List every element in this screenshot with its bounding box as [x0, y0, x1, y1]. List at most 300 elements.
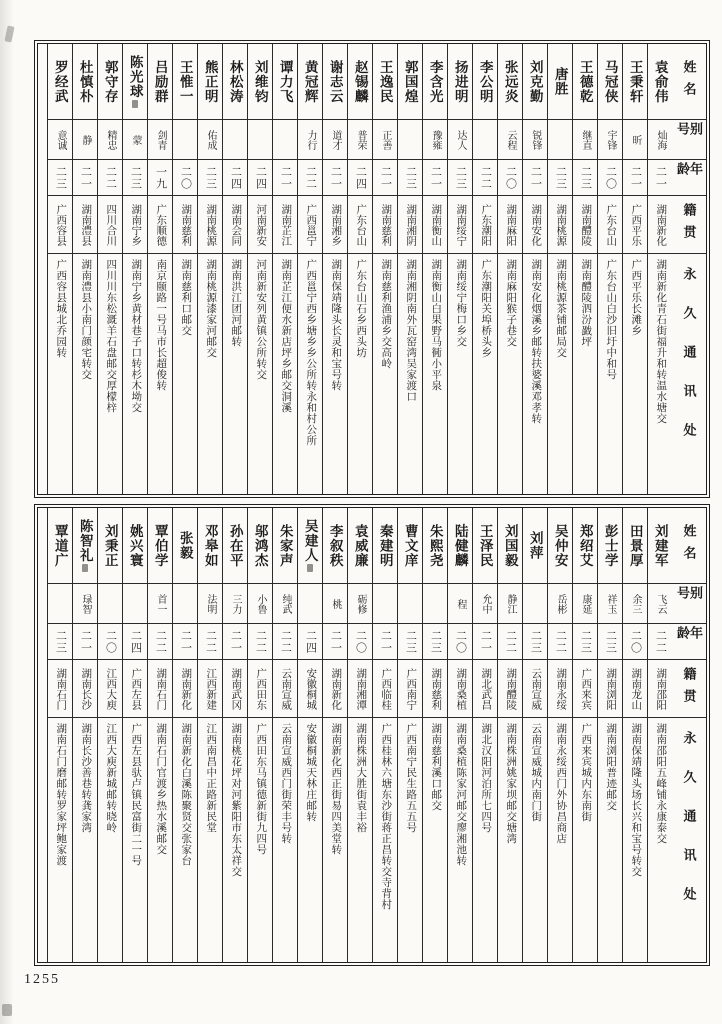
entry-name-cell: [448, 508, 472, 584]
entry-native-cell-text: 湖南湘潭: [355, 667, 367, 710]
entry-age-cell-text: 二三: [604, 629, 617, 654]
entry-alias-cell: [473, 584, 497, 624]
entry-address-cell-text: 江西南昌中正路新民堂: [205, 723, 217, 833]
entry-native-cell: [423, 660, 447, 718]
entry-name-wrap: [653, 60, 667, 104]
entry-native-cell: [498, 196, 522, 254]
entry-alias-cell: [223, 584, 247, 624]
entry-native-cell-text: 云南宣威: [280, 667, 292, 710]
entry-name-cell: [48, 44, 72, 120]
entry-native-cell: [473, 660, 497, 718]
entry-name-text: 张远炎: [502, 59, 518, 104]
entry-address-cell-text: 湖南慈利口邮交: [180, 259, 192, 336]
entry-name-text: 朱熙尧: [427, 523, 443, 568]
entry-alias-cell-text: 宇锋: [605, 129, 616, 150]
entry-native-cell-text: 湖南石门: [55, 667, 67, 710]
entry-name-wrap: [78, 519, 92, 573]
entry-age-cell-text: 二二: [279, 629, 292, 654]
entry-name-wrap: [253, 60, 267, 104]
entry-age-cell-text: 二一: [479, 629, 492, 654]
entry-age-cell-text: 一九: [154, 165, 167, 190]
entry-native-cell: [548, 196, 572, 254]
entry-address-cell: [498, 718, 522, 962]
entry-column: [422, 508, 447, 962]
entry-address-cell: [248, 718, 272, 962]
entry-alias-cell: [348, 120, 372, 160]
entry-age-cell: [473, 160, 497, 196]
header-name-text: 姓名: [681, 523, 697, 568]
entry-alias-cell: [473, 120, 497, 160]
entry-address-cell: [73, 718, 97, 962]
entry-address-cell-text: 湖南衡山白果野马衕小平泉: [430, 259, 442, 391]
entry-address-cell-text: 广西邕宁西乡塘乡乡公所转永和村公所: [305, 259, 317, 446]
entry-native-cell-text: 广西容县: [55, 203, 67, 246]
entry-name-cell: [573, 508, 597, 584]
header-name-text: 姓名: [681, 59, 697, 104]
entry-age-cell-text: 二三: [404, 165, 417, 190]
entry-alias-cell: [223, 120, 247, 160]
entry-address-cell-text: 湖南洪江团河邮转: [230, 259, 242, 347]
entry-name-text: 赵锡麟: [352, 59, 368, 104]
entry-address-cell-text: 云南宣威西门街荣丰号转: [280, 723, 292, 844]
entry-name-text: 郭国煌: [402, 59, 418, 104]
entry-name-wrap: [403, 60, 417, 104]
entry-alias-cell: [523, 120, 547, 160]
entry-address-cell: [648, 254, 672, 494]
entry-column: [47, 508, 72, 962]
entry-column: [272, 44, 297, 494]
entry-column: [472, 508, 497, 962]
entry-address-cell: [623, 254, 647, 494]
entry-age-cell: [498, 624, 522, 660]
entry-name-cell: [298, 508, 322, 584]
entry-native-cell-text: 江西新建: [205, 667, 217, 710]
entry-address-cell-text: 湖南宁乡黄材巷子口转杉木坳交: [130, 259, 142, 413]
entry-name-text: 陈光球: [127, 54, 143, 99]
entry-age-cell-text: 二二: [104, 165, 117, 190]
entry-native-cell: [623, 196, 647, 254]
entry-name-text: 吕励群: [152, 59, 168, 104]
entry-name-wrap: [203, 60, 217, 104]
entry-native-cell-text: 广西田东: [255, 667, 267, 710]
entry-name-cell: [548, 508, 572, 584]
entry-alias-cell-text: 小鲁: [255, 593, 266, 614]
entry-native-cell: [323, 196, 347, 254]
entry-alias-cell: [123, 120, 147, 160]
entry-address-cell-text: 广西来宾城内东南街: [580, 723, 592, 822]
entry-native-cell: [148, 196, 172, 254]
entry-alias-cell: [373, 584, 397, 624]
entry-name-cell: [273, 44, 297, 120]
entry-name-cell: [248, 44, 272, 120]
entry-name-wrap: [578, 60, 592, 104]
header-column: [672, 44, 706, 494]
entry-age-cell-text: 二〇: [179, 165, 192, 190]
entry-name-cell: [198, 508, 222, 584]
entry-column: [572, 44, 597, 494]
entry-name-cell: [73, 44, 97, 120]
entry-native-cell: [398, 196, 422, 254]
entry-column: [197, 508, 222, 962]
entry-name-wrap: [628, 524, 642, 568]
entry-column: [347, 44, 372, 494]
entry-name-text: 李含光: [427, 59, 443, 104]
entry-age-cell-text: 二一: [229, 629, 242, 654]
entry-name-wrap: [528, 60, 542, 104]
entry-alias-cell: [423, 584, 447, 624]
entry-name-cell: [123, 508, 147, 584]
entry-address-cell: [573, 718, 597, 962]
entry-age-cell: [223, 624, 247, 660]
entry-address-cell-text: 广西桂林六塘东沙街蒋正昌转交寺背村: [380, 723, 392, 910]
entry-alias-cell: [648, 584, 672, 624]
entry-address-cell: [348, 254, 372, 494]
entry-column: [397, 44, 422, 494]
entry-name-cell: [398, 508, 422, 584]
entry-age-cell: [573, 160, 597, 196]
entry-native-cell: [523, 196, 547, 254]
entry-native-cell-text: 湖南湘乡: [330, 203, 342, 246]
entry-address-cell: [123, 718, 147, 962]
entry-age-cell-text: 二二: [504, 629, 517, 654]
entry-age-cell-text: 二一: [79, 165, 92, 190]
entry-name-text: 刘建军: [652, 523, 668, 568]
entry-column: [472, 44, 497, 494]
entry-address-cell: [198, 254, 222, 494]
entry-age-cell-text: 二一: [179, 629, 192, 654]
entry-alias-cell: [98, 584, 122, 624]
entry-address-cell: [273, 718, 297, 962]
entry-column: [322, 508, 347, 962]
entry-native-cell-text: 湖南会同: [230, 203, 242, 246]
entry-alias-cell: [448, 584, 472, 624]
entry-name-cell: [498, 508, 522, 584]
entry-alias-cell-text: 静: [80, 134, 91, 145]
entry-name-text: 陆健麟: [452, 523, 468, 568]
entry-address-cell-text: 广西左县驮卢镇民富街二一号: [130, 723, 142, 866]
entry-name-text: 朱家声: [277, 523, 293, 568]
entry-alias-cell-text: 余三: [630, 593, 641, 614]
entry-age-cell-text: 二二: [479, 165, 492, 190]
entry-address-cell: [498, 254, 522, 494]
entry-age-cell-text: 二〇: [629, 629, 642, 654]
entry-address-cell: [448, 254, 472, 494]
entry-address-cell: [548, 718, 572, 962]
entry-age-cell: [523, 624, 547, 660]
entry-name-text: 陈智礼: [77, 518, 93, 563]
entry-name-cell: [498, 44, 522, 120]
entry-alias-cell: [198, 584, 222, 624]
entry-age-cell-text: 二二: [554, 629, 567, 654]
entry-address-cell-text: 湖南湘阴南外瓦窑湾吴家渡口: [405, 259, 417, 402]
entry-alias-cell: [173, 584, 197, 624]
header-address: [672, 718, 706, 962]
entry-name-cell: [423, 44, 447, 120]
name-note-mark: [132, 100, 138, 108]
entry-age-cell: [573, 624, 597, 660]
entry-name-text: 罗经武: [52, 59, 68, 104]
entry-alias-cell: [73, 584, 97, 624]
entry-address-cell: [123, 254, 147, 494]
entry-column: [522, 508, 547, 962]
entry-address-cell-text: 湖南桃源漆家河邮交: [205, 259, 217, 358]
entry-address-cell: [523, 254, 547, 494]
entry-age-cell: [623, 160, 647, 196]
entry-address-cell-text: 湖南麻阳猴子巷交: [505, 259, 517, 347]
entry-address-cell: [598, 718, 622, 962]
entry-address-cell-text: 广西田东马镇德新街九四号: [255, 723, 267, 855]
entry-native-cell: [123, 660, 147, 718]
entry-alias-cell-text: 静江: [505, 593, 516, 614]
entry-name-text: 彭士学: [602, 523, 618, 568]
entry-native-cell: [323, 660, 347, 718]
entry-column: [497, 508, 522, 962]
entry-alias-cell: [373, 120, 397, 160]
entry-age-cell: [98, 160, 122, 196]
entry-name-text: 吴仲安: [552, 523, 568, 568]
entry-address-cell: [223, 718, 247, 962]
entry-name-text: 王逸民: [377, 59, 393, 104]
entry-alias-cell: [423, 120, 447, 160]
header-alias: [672, 584, 706, 624]
entry-age-cell-text: 二三: [204, 165, 217, 190]
entry-column: [122, 44, 147, 494]
entry-name-wrap: [103, 60, 117, 104]
scan-edge-shadow: [0, 0, 14, 1024]
entry-native-cell: [448, 660, 472, 718]
entry-column: [622, 44, 647, 494]
entry-age-cell: [423, 160, 447, 196]
header-native-text: 籍贯: [681, 666, 697, 711]
entry-native-cell-text: 广西平乐: [630, 203, 642, 246]
entry-name-text: 熊正明: [202, 59, 218, 104]
entry-age-cell-text: 二三: [404, 629, 417, 654]
entry-age-cell: [198, 624, 222, 660]
entry-alias-cell: [48, 120, 72, 160]
entry-alias-cell-text: 三力: [230, 593, 241, 614]
entry-address-cell: [448, 718, 472, 962]
entry-age-cell-text: 二三: [429, 629, 442, 654]
entry-address-cell-text: 江西大庾新城邮转晓岭: [105, 723, 117, 833]
entry-age-cell: [248, 160, 272, 196]
entry-column: [597, 44, 622, 494]
entry-native-cell: [448, 196, 472, 254]
entry-name-text: 林松涛: [227, 59, 243, 104]
entry-native-cell-text: 广西左县: [130, 667, 142, 710]
entry-name-wrap: [553, 67, 567, 96]
entry-age-cell: [348, 624, 372, 660]
entry-name-cell: [573, 44, 597, 120]
entry-native-cell-text: 湖南永绥: [555, 667, 567, 710]
entry-age-cell-text: 二二: [254, 629, 267, 654]
entry-age-cell-text: 二〇: [454, 629, 467, 654]
entry-native-cell-text: 湖南新化: [330, 667, 342, 710]
entry-name-cell: [173, 508, 197, 584]
entry-name-wrap: [153, 60, 167, 104]
entry-age-cell: [548, 160, 572, 196]
entry-native-cell: [248, 660, 272, 718]
entry-column: [172, 508, 197, 962]
entry-name-wrap: [228, 524, 242, 568]
entry-address-cell-text: 湖南慈利渔浦乡交高岭: [380, 259, 392, 369]
entry-native-cell-text: 湖南龙山: [630, 667, 642, 710]
entry-name-wrap: [378, 524, 392, 568]
entry-age-cell: [348, 160, 372, 196]
entry-name-cell: [473, 508, 497, 584]
entry-name-wrap: [78, 60, 92, 104]
entry-address-cell-text: 湖南芷江便水新店坪乡邮交洞溪: [280, 259, 292, 413]
entry-alias-cell-text: 纯武: [280, 593, 291, 614]
entry-name-text: 杜慎朴: [77, 59, 93, 104]
entry-alias-cell-text: 祥玉: [605, 593, 616, 614]
entry-alias-cell-text: 正善: [380, 129, 391, 150]
entry-address-cell-text: 湖北汉阳河泊所七四号: [480, 723, 492, 833]
entry-name-cell: [598, 44, 622, 120]
entry-name-text: 刘克勤: [527, 59, 543, 104]
entry-native-cell: [373, 196, 397, 254]
entry-age-cell: [248, 624, 272, 660]
entry-column: [72, 508, 97, 962]
entry-address-cell: [598, 254, 622, 494]
entry-address-cell: [548, 254, 572, 494]
entry-native-cell: [173, 196, 197, 254]
entry-native-cell-text: 广西南宁: [405, 667, 417, 710]
entry-native-cell-text: 湖南慈利: [430, 667, 442, 710]
entry-age-cell: [223, 160, 247, 196]
entry-alias-cell-text: 岳彬: [555, 593, 566, 614]
entry-age-cell-text: 二四: [254, 165, 267, 190]
entry-address-cell: [73, 254, 97, 494]
entry-address-cell-text: 广西容县城北乔园转: [55, 259, 67, 358]
entry-address-cell-text: 湖南桃源茶铺邮局交: [555, 259, 567, 358]
entry-alias-cell: [323, 120, 347, 160]
entry-alias-cell-text: 力行: [305, 129, 316, 150]
entry-address-cell: [223, 254, 247, 494]
entry-native-cell: [348, 660, 372, 718]
entry-native-cell: [198, 660, 222, 718]
entry-address-cell-text: 湖南长沙善巷转龚家湾: [80, 723, 92, 833]
entry-column: [322, 44, 347, 494]
entry-column: [172, 44, 197, 494]
entry-alias-cell-text: 普荣: [355, 129, 366, 150]
entry-address-cell: [148, 718, 172, 962]
entry-alias-cell-text: 灿海: [655, 129, 666, 150]
entry-alias-cell-text: 继直: [580, 129, 591, 150]
entry-address-cell-text: 湖南安化烟溪乡邮转扶婆溪邓孝转: [530, 259, 542, 424]
entry-age-cell: [598, 624, 622, 660]
entry-name-cell: [223, 44, 247, 120]
entry-alias-cell: [273, 120, 297, 160]
entry-name-cell: [298, 44, 322, 120]
entry-address-cell: [398, 254, 422, 494]
entry-alias-cell: [248, 120, 272, 160]
entry-name-text: 唐胜: [552, 67, 568, 96]
entry-address-cell: [323, 718, 347, 962]
entry-age-cell: [73, 160, 97, 196]
entry-name-cell: [348, 508, 372, 584]
entry-name-wrap: [528, 531, 542, 560]
entry-column: [347, 508, 372, 962]
entry-alias-cell: [623, 584, 647, 624]
entry-name-cell: [373, 508, 397, 584]
entry-age-cell-text: 二一: [379, 165, 392, 190]
entry-column: [647, 44, 672, 494]
entry-name-wrap: [478, 60, 492, 104]
entry-column: [97, 508, 122, 962]
entry-native-cell-text: 江西大庾: [105, 667, 117, 710]
registry-table-top: [34, 40, 710, 498]
entry-address-cell-text: 广东台山白沙旧圩中和号: [605, 259, 617, 380]
entry-age-cell-text: 二四: [304, 629, 317, 654]
entry-name-wrap: [603, 524, 617, 568]
entry-age-cell: [298, 160, 322, 196]
entry-column: [97, 44, 122, 494]
entry-name-text: 刘秉正: [102, 523, 118, 568]
entry-native-cell: [523, 660, 547, 718]
entry-alias-cell: [273, 584, 297, 624]
entry-age-cell-text: 二四: [229, 165, 242, 190]
entry-name-wrap: [403, 524, 417, 568]
entry-name-text: 黄冠辉: [302, 59, 318, 104]
entry-native-cell-text: 湖南安化: [530, 203, 542, 246]
entry-address-cell-text: 湖南保靖隆头长灵和宝号转: [330, 259, 342, 391]
entry-column: [597, 508, 622, 962]
entry-native-cell: [348, 196, 372, 254]
entry-native-cell-text: 湖南慈利: [180, 203, 192, 246]
entry-alias-cell: [398, 584, 422, 624]
entry-age-cell-text: 二〇: [504, 165, 517, 190]
entry-alias-cell: [498, 120, 522, 160]
entry-address-cell-text: 湖南永绥西门外协昌商店: [555, 723, 567, 844]
entry-column: [72, 44, 97, 494]
entry-alias-cell: [298, 584, 322, 624]
header-name: [672, 508, 706, 584]
entry-native-cell: [423, 196, 447, 254]
entry-address-cell: [173, 718, 197, 962]
entry-address-cell-text: 湖南桃花坪对河紫阳市东太祥交: [230, 723, 242, 877]
entry-native-cell-text: 广西临桂: [380, 667, 392, 710]
entry-address-cell-text: 湖南澧县小南门颜宅转交: [80, 259, 92, 380]
entry-name-text: 郑绍艾: [577, 523, 593, 568]
entry-name-cell: [448, 44, 472, 120]
header-native-text: 籍贯: [681, 202, 697, 247]
entry-alias-cell: [598, 584, 622, 624]
entry-native-cell-text: 湖南新化: [180, 667, 192, 710]
entry-address-cell: [98, 718, 122, 962]
entry-age-cell-text: 二一: [654, 165, 667, 190]
entry-alias-cell: [323, 584, 347, 624]
entry-address-cell: [573, 254, 597, 494]
registry-table-bottom: [34, 504, 710, 966]
entry-name-text: 姚兴寰: [127, 523, 143, 568]
entry-name-wrap: [303, 519, 317, 573]
entry-name-wrap: [53, 524, 67, 568]
entry-alias-cell: [48, 584, 72, 624]
entry-native-cell-text: 广东台山: [605, 203, 617, 246]
entry-name-cell: [348, 44, 372, 120]
entry-name-text: 曹文庠: [402, 523, 418, 568]
entry-age-cell: [648, 624, 672, 660]
entry-address-cell-text: 湖南保靖隆头场长兴和宝号转交: [630, 723, 642, 877]
entry-address-cell-text: 湖南新化青石街福升和转温水塘交: [655, 259, 667, 424]
header-native: [672, 660, 706, 718]
entry-name-text: 王惟一: [177, 59, 193, 104]
entry-native-cell: [98, 196, 122, 254]
entry-address-cell: [373, 718, 397, 962]
entry-age-cell-text: 二三: [54, 165, 67, 190]
entry-age-cell-text: 二四: [129, 629, 142, 654]
entry-alias-cell: [598, 120, 622, 160]
